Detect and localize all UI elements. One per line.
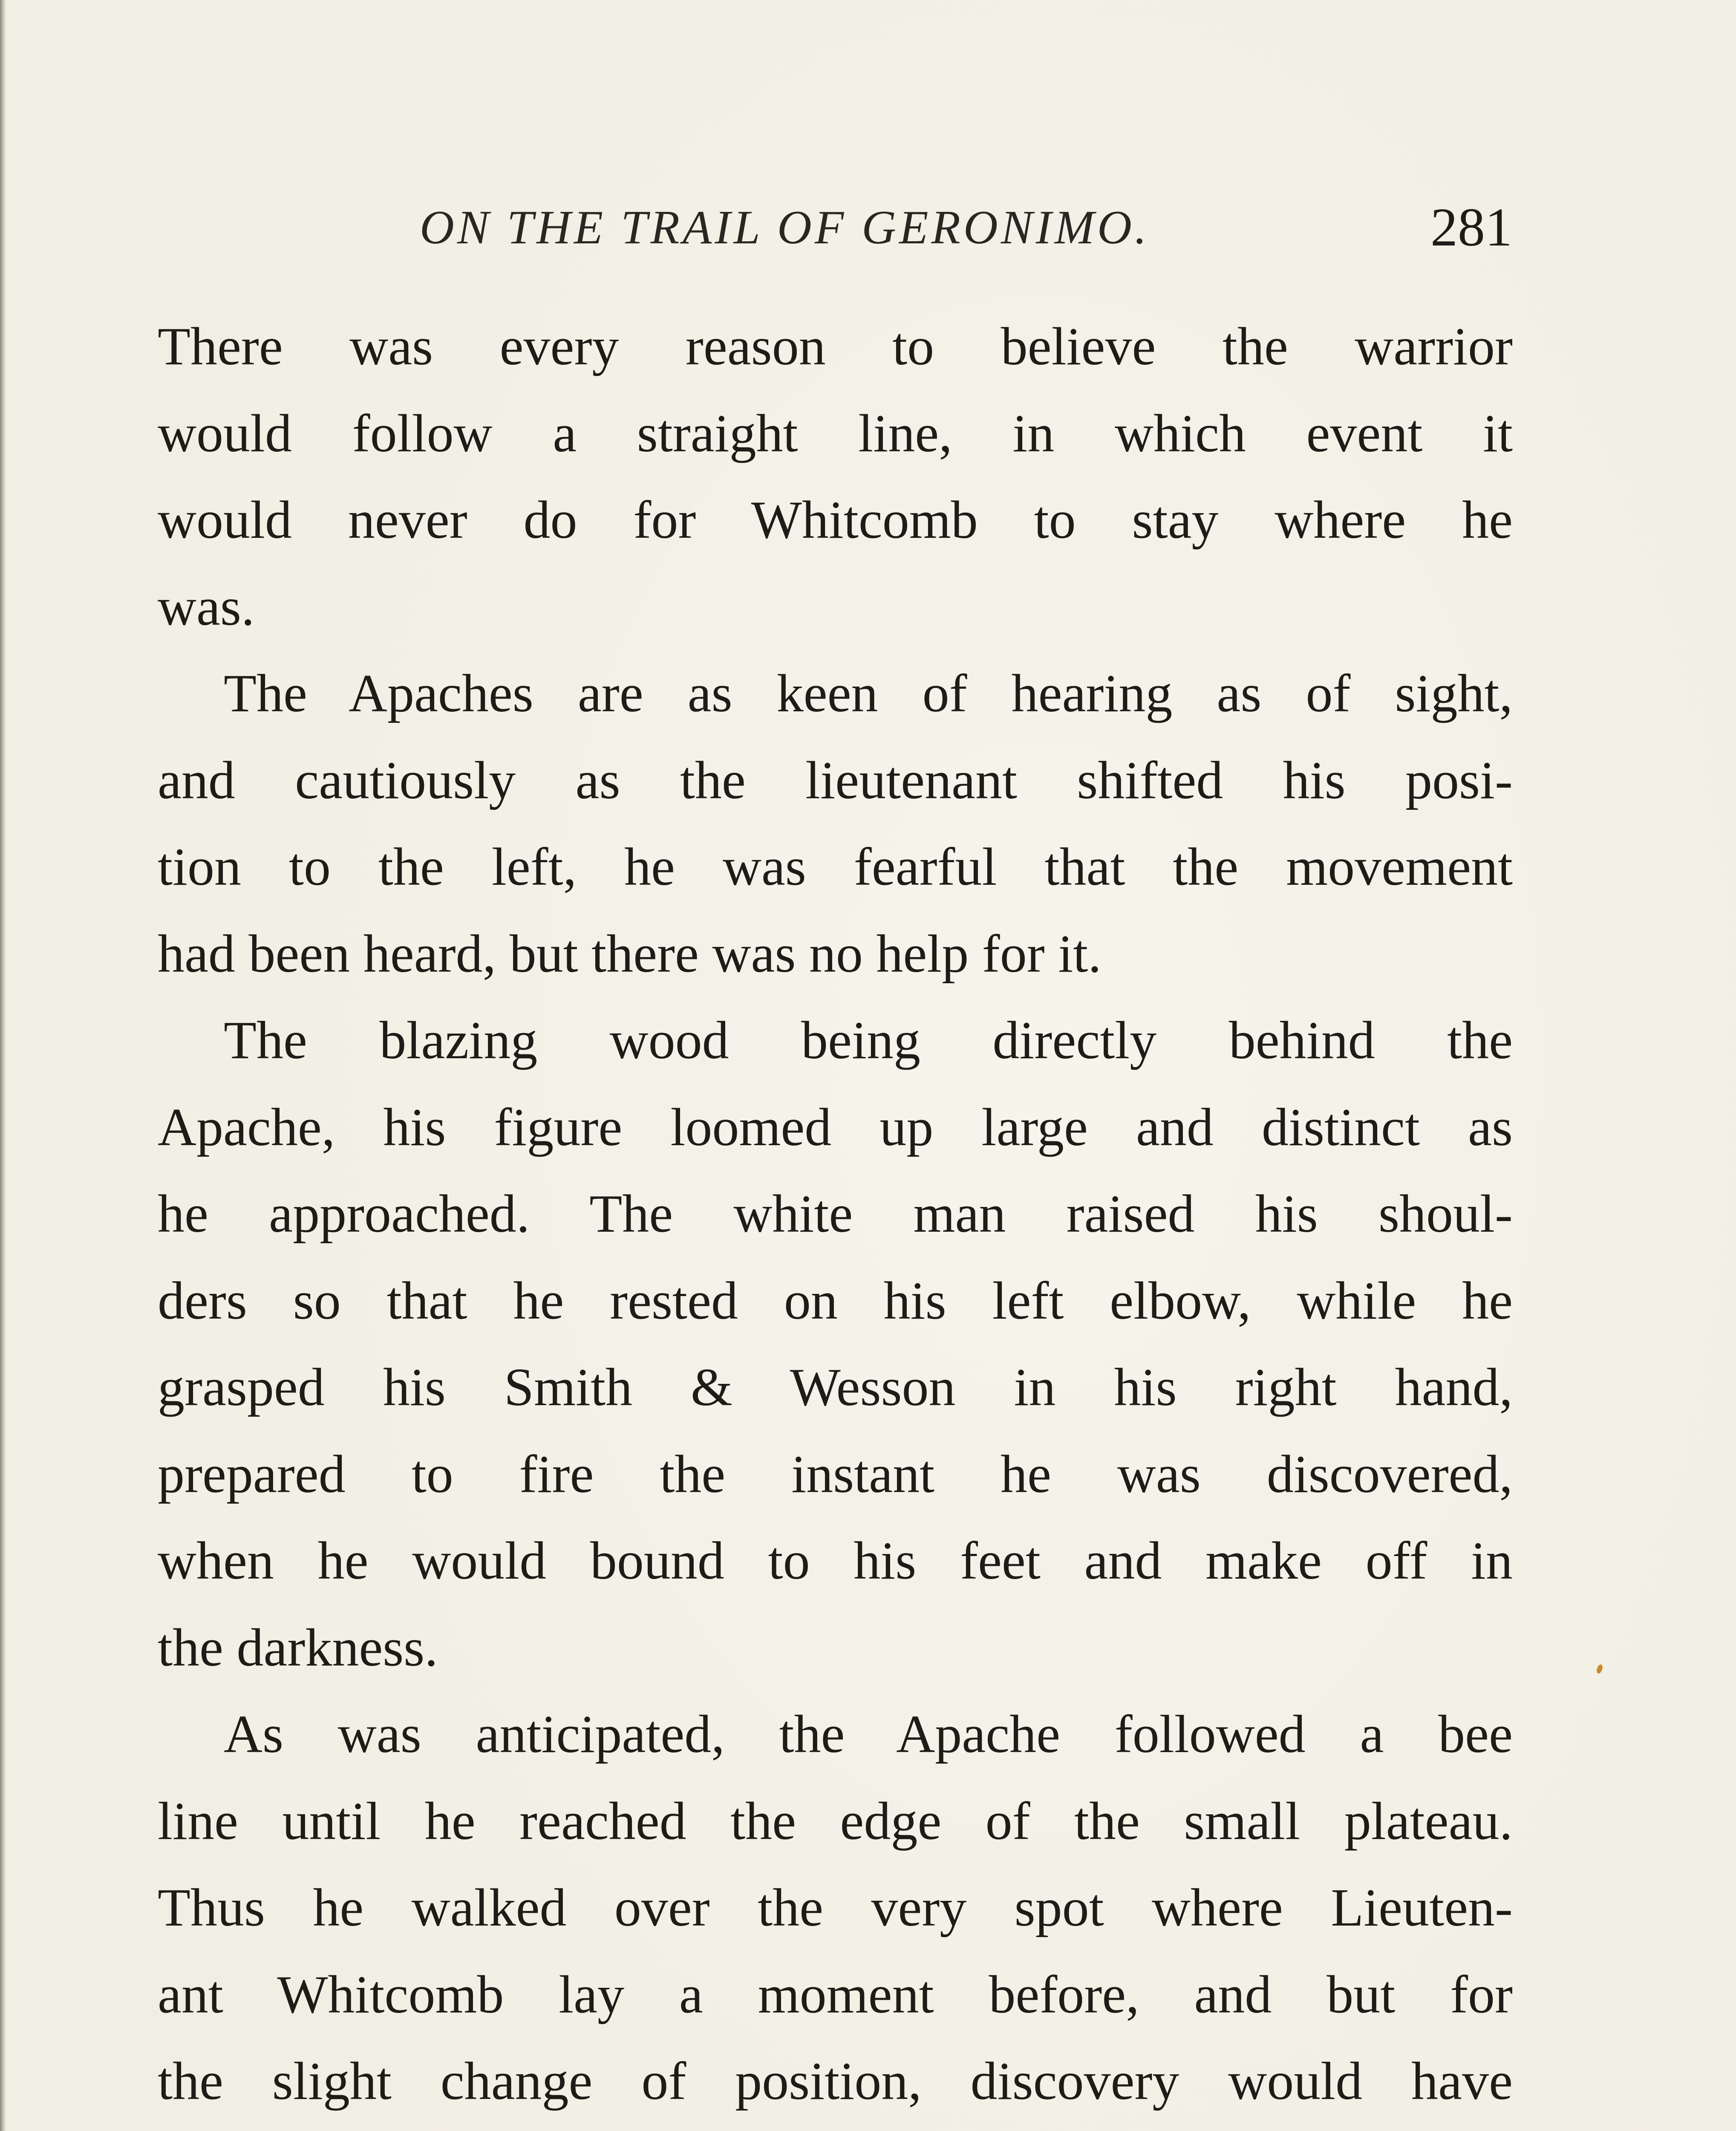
text-line: As was anticipated, the Apache followed a bee bbox=[224, 1705, 1513, 1764]
page-binding-edge bbox=[0, 0, 6, 2131]
paper-fleck bbox=[1596, 1664, 1604, 1675]
text-line: Thus he walked over the very spot where Lieuten- bbox=[158, 1878, 1513, 1938]
text-line: he approached. The white man raised his shoul- bbox=[158, 1184, 1513, 1244]
page-number: 281 bbox=[1430, 197, 1512, 257]
text-line: the slight change of position, discovery would have bbox=[158, 2052, 1513, 2111]
text-line: would follow a straight line, in which event it bbox=[158, 404, 1513, 463]
text-line: and cautiously as the lieutenant shifted his posi- bbox=[158, 751, 1513, 810]
text-line: tion to the left, he was fearful that the movement bbox=[158, 837, 1513, 897]
text-line: when he would bound to his feet and make off in bbox=[158, 1531, 1513, 1591]
text-line: line until he reached the edge of the small plateau. bbox=[158, 1791, 1513, 1851]
text-line: Apache, his figure loomed up large and distinct as bbox=[158, 1097, 1513, 1157]
text-line: There was every reason to believe the warrior bbox=[158, 317, 1513, 376]
text-line: The blazing wood being directly behind the bbox=[224, 1011, 1513, 1070]
text-line bbox=[158, 2125, 1513, 2131]
text-line: would never do for Whitcomb to stay where he bbox=[158, 491, 1513, 550]
text-line: ant Whitcomb lay a moment before, and but for bbox=[158, 1965, 1513, 2024]
running-head: ON THE TRAIL OF GERONIMO. bbox=[420, 201, 1150, 254]
text-line: prepared to fire the instant he was discovered, bbox=[158, 1444, 1513, 1504]
text-line: was. bbox=[158, 577, 255, 637]
body-text bbox=[158, 303, 1513, 2131]
text-line: ders so that he rested on his left elbow, while he bbox=[158, 1271, 1513, 1331]
text-line: the darkness. bbox=[158, 1618, 438, 1678]
text-line: grasped his Smith & Wesson in his right hand, bbox=[158, 1358, 1513, 1417]
text-line: had been heard, but there was no help for it. bbox=[158, 924, 1102, 984]
text-line: The Apaches are as keen of hearing as of sight, bbox=[224, 664, 1513, 723]
